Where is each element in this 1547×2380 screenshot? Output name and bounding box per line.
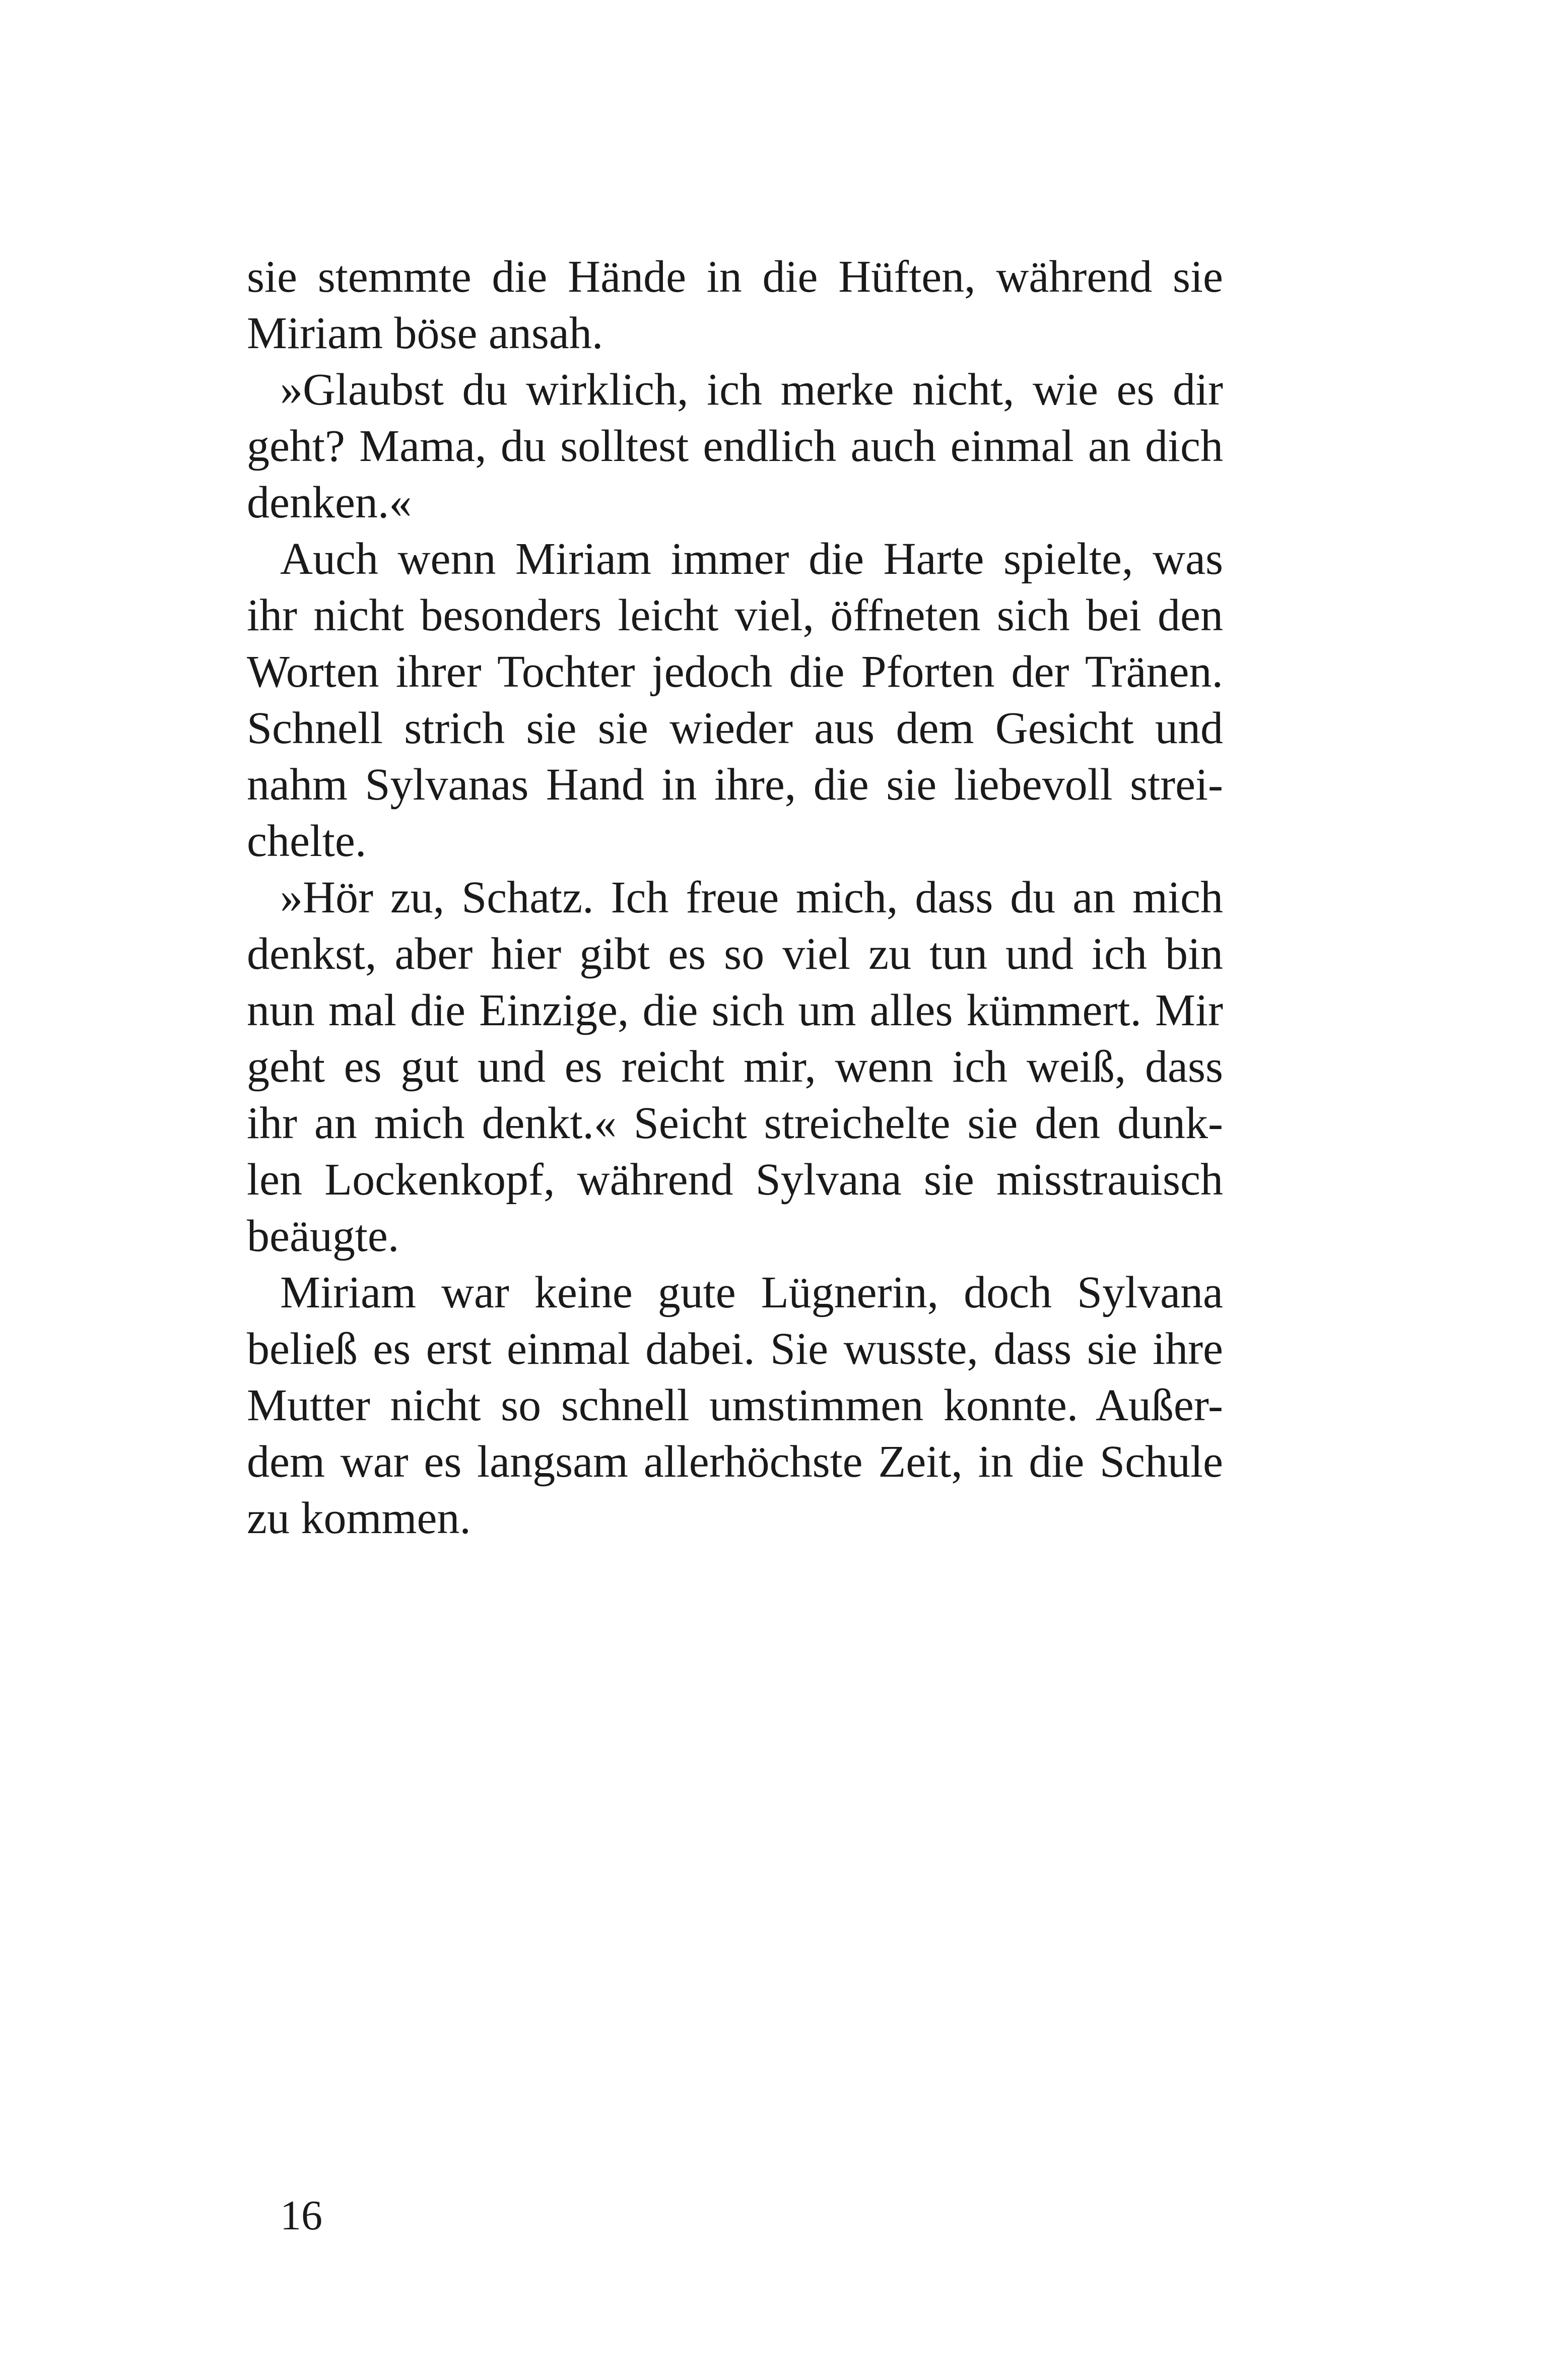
- text-line: geht es gut und es reicht mir, wenn ich weiß, dass: [247, 1042, 1223, 1092]
- text-line: len Lockenkopf, während Sylvana sie misstrauisch: [247, 1155, 1223, 1205]
- text-line: Miriam böse ansah.: [247, 308, 603, 358]
- text-line: zu kommen.: [247, 1493, 471, 1543]
- text-line: ihr an mich denkt.« Seicht streichelte sie den dunk-: [247, 1098, 1223, 1148]
- text-line: geht? Mama, du solltest endlich auch einmal an dich: [247, 421, 1223, 471]
- text-line: beäugte.: [247, 1211, 399, 1261]
- text-line: denkst, aber hier gibt es so viel zu tun und ich bin: [247, 929, 1223, 979]
- text-line: Mutter nicht so schnell umstimmen konnte. Außer-: [247, 1380, 1223, 1430]
- text-line: denken.«: [247, 478, 412, 527]
- text-line: dem war es langsam allerhöchste Zeit, in die Schule: [247, 1437, 1223, 1487]
- text-line: chelte.: [247, 816, 367, 866]
- text-line: »Glaubst du wirklich, ich merke nicht, wie es dir: [280, 365, 1223, 415]
- text-line: Schnell strich sie sie wieder aus dem Gesicht und: [247, 703, 1223, 753]
- page-number: 16: [280, 2192, 322, 2239]
- text-line: »Hör zu, Schatz. Ich freue mich, dass du an mich: [280, 873, 1223, 922]
- text-line: nun mal die Einzige, die sich um alles kümmert. Mir: [247, 985, 1223, 1035]
- text-line: Miriam war keine gute Lügnerin, doch Sylvana: [280, 1268, 1223, 1317]
- text-line: Auch wenn Miriam immer die Harte spielte, was: [280, 534, 1223, 584]
- text-line: ihr nicht besonders leicht viel, öffneten sich bei den: [247, 590, 1223, 640]
- text-line: sie stemmte die Hände in die Hüften, während sie: [247, 252, 1223, 302]
- text-line: nahm Sylvanas Hand in ihre, die sie liebevoll strei-: [247, 760, 1223, 810]
- body-text: [247, 249, 1223, 1547]
- text-line: Worten ihrer Tochter jedoch die Pforten der Tränen.: [247, 647, 1223, 697]
- text-line: beließ es erst einmal dabei. Sie wusste, dass sie ihre: [247, 1324, 1223, 1374]
